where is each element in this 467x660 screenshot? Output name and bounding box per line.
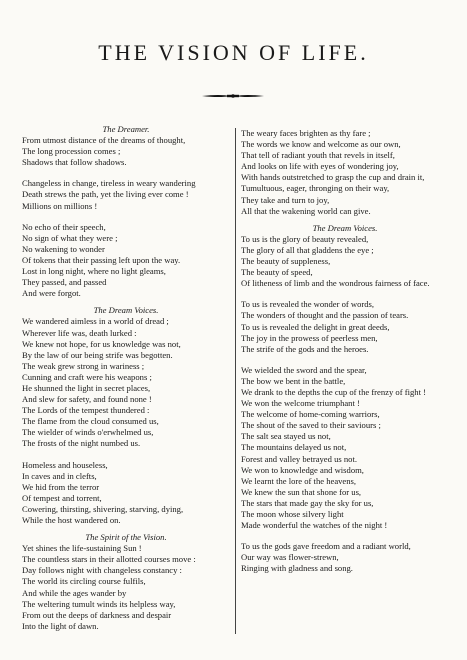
column-divider (235, 128, 236, 634)
verse-line: The beauty of speed, (241, 267, 313, 278)
verse-line: While the host wandered on. (22, 515, 121, 525)
verse-line: The strife of the gods and the heroes. (241, 343, 369, 354)
verse-line: Shadows that follow shadows. (22, 157, 127, 168)
verse-line: Ringing with gladness and song. (241, 563, 353, 574)
verse-line: The glory of all that gladdens the eye ; (241, 244, 374, 255)
verse-line: The mountains delayed us not, (241, 442, 347, 453)
verse-line: To us is revealed the wonder of words, (241, 299, 375, 310)
verse-line: Day follows night with changeless constancy : (22, 565, 182, 576)
left-column (22, 124, 230, 632)
verse-line: The stars that made gay the sky for us, (241, 497, 374, 508)
verse-line: They passed, and passed (22, 277, 107, 288)
stanza-gap (22, 450, 230, 460)
right-column (241, 128, 449, 574)
verse-line: We knew the sun that shone for us, (241, 486, 362, 497)
verse-line: Yet shines the life-sustaining Sun ! (22, 543, 142, 554)
verse-line: The shout of the saved to their saviours ; (241, 420, 381, 431)
verse-line: Into the light of dawn. (22, 620, 99, 631)
verse-line: Death strews the path, yet the living ever come ! (22, 189, 189, 200)
verse-line: The countless stars in their allotted courses move : (22, 554, 196, 565)
verse-line: We drank to the depths the cup of the frenzy of fight ! (241, 386, 426, 397)
verse-line: To us the gods gave freedom and a radiant world, (241, 541, 411, 552)
verse-line: Lost in long night, where no light gleams, (22, 266, 166, 277)
verse-line: We knew not hope, for us knowledge was not, (22, 338, 181, 349)
verse-line: We hid from the terror (22, 481, 100, 492)
verse-line: Of litheness of limb and the wondrous fairness of face. (241, 278, 430, 289)
verse-line: The welcome of home-coming warriors, (241, 409, 380, 420)
verse-line: We learnt the lore of the heavens, (241, 475, 357, 486)
verse-line: Cunning and craft were his weapons ; (22, 371, 152, 382)
verse-line: From out the deeps of darkness and despair (22, 609, 172, 620)
verse-line: They take and turn to joy, (241, 194, 330, 205)
verse-line: Our way was flower-strewn, (241, 552, 339, 563)
ornament-divider-icon (200, 93, 266, 99)
verse-line: We wielded the sword and the spear, (241, 364, 367, 375)
verse-line: The moon whose silvery light (241, 509, 344, 519)
stanza-gap (241, 355, 449, 365)
verse-line: Forest and valley betrayed us not. (241, 453, 357, 464)
verse-line: Made wonderful the watches of the night ! (241, 520, 388, 531)
verse-line: The weltering tumult winds its helpless way, (22, 598, 176, 609)
verse-line: Wherever life was, death lurked : (22, 327, 137, 338)
verse-line: The long procession comes ; (22, 146, 121, 157)
poem-title: THE VISION OF LIFE. (98, 40, 369, 65)
verse-line: We won the welcome triumphant ! (241, 398, 360, 409)
verse-line: And were forgot. (22, 288, 81, 299)
verse-line: Millions on millions ! (22, 200, 98, 211)
verse-line: Tumultuous, eager, thronging on their way, (241, 183, 390, 194)
verse-line: To us is the glory of beauty revealed, (241, 233, 369, 244)
verse-line: The wonders of thought and the passion of tears. (241, 310, 409, 321)
verse-line: The joy in the prowess of peerless men, (241, 332, 378, 343)
verse-line: The Lords of the tempest thundered : (22, 405, 150, 416)
verse-line: The salt sea stayed us not, (241, 431, 331, 442)
verse-line: The world its circling course fulfils, (22, 576, 146, 587)
section-heading: The Dream Voices. (93, 305, 159, 316)
verse-line: The bow we bent in the battle, (241, 375, 346, 386)
verse-line: No sign of what they were ; (22, 232, 118, 243)
verse-line: Of tokens that their passing left upon the way. (22, 254, 181, 265)
verse-line: We wandered aimless in a world of dread ; (22, 316, 169, 327)
section-heading: The Spirit of the Vision. (85, 532, 167, 543)
verse-line: The frosts of the night numbed us. (22, 438, 141, 449)
verse-line: All that the wakening world can give. (241, 205, 371, 216)
verse-line: We won to knowledge and wisdom, (241, 464, 364, 475)
verse-line: Changeless in change, tireless in weary wandering (22, 178, 196, 189)
verse-line: The weak grew strong in wariness ; (22, 360, 145, 371)
verse-line: Of tempest and torrent, (22, 492, 102, 503)
verse-line: No echo of their speech, (22, 221, 106, 232)
verse-line: From utmost distance of the dreams of thought, (22, 135, 186, 146)
verse-line: Homeless and houseless, (22, 459, 108, 470)
stanza-gap (22, 168, 230, 178)
stanza-gap (241, 289, 449, 299)
verse-line: No wakening to wonder (22, 243, 105, 254)
verse-line: The weary faces brighten as thy fare ; (241, 128, 371, 138)
verse-line: The beauty of suppleness, (241, 256, 331, 267)
verse-line: In caves and in clefts, (22, 470, 97, 481)
verse-line: The wielder of winds o'erwhelmed us, (22, 427, 154, 438)
verse-line: By the law of our being strife was begotten. (22, 349, 173, 360)
verse-line: To us is revealed the delight in great deeds, (241, 321, 390, 332)
verse-line: Cowering, thirsting, shivering, starving, dying, (22, 503, 184, 514)
section-heading: The Dreamer. (102, 124, 150, 134)
verse-line: The words we know and welcome as our own, (241, 139, 401, 150)
stanza-gap (241, 531, 449, 541)
verse-line: With hands outstretched to grasp the cup and drain it, (241, 172, 425, 183)
verse-line: That tell of radiant youth that revels in itself, (241, 150, 395, 161)
verse-line: And looks on life with eyes of wondering joy, (241, 161, 399, 172)
verse-line: He shunned the light in secret places, (22, 382, 151, 393)
verse-line: And slew for safety, and found none ! (22, 394, 152, 405)
stanza-gap (22, 212, 230, 222)
verse-line: The flame from the cloud consumed us, (22, 416, 159, 427)
verse-line: And while the ages wander by (22, 587, 127, 598)
section-heading: The Dream Voices. (312, 222, 378, 233)
